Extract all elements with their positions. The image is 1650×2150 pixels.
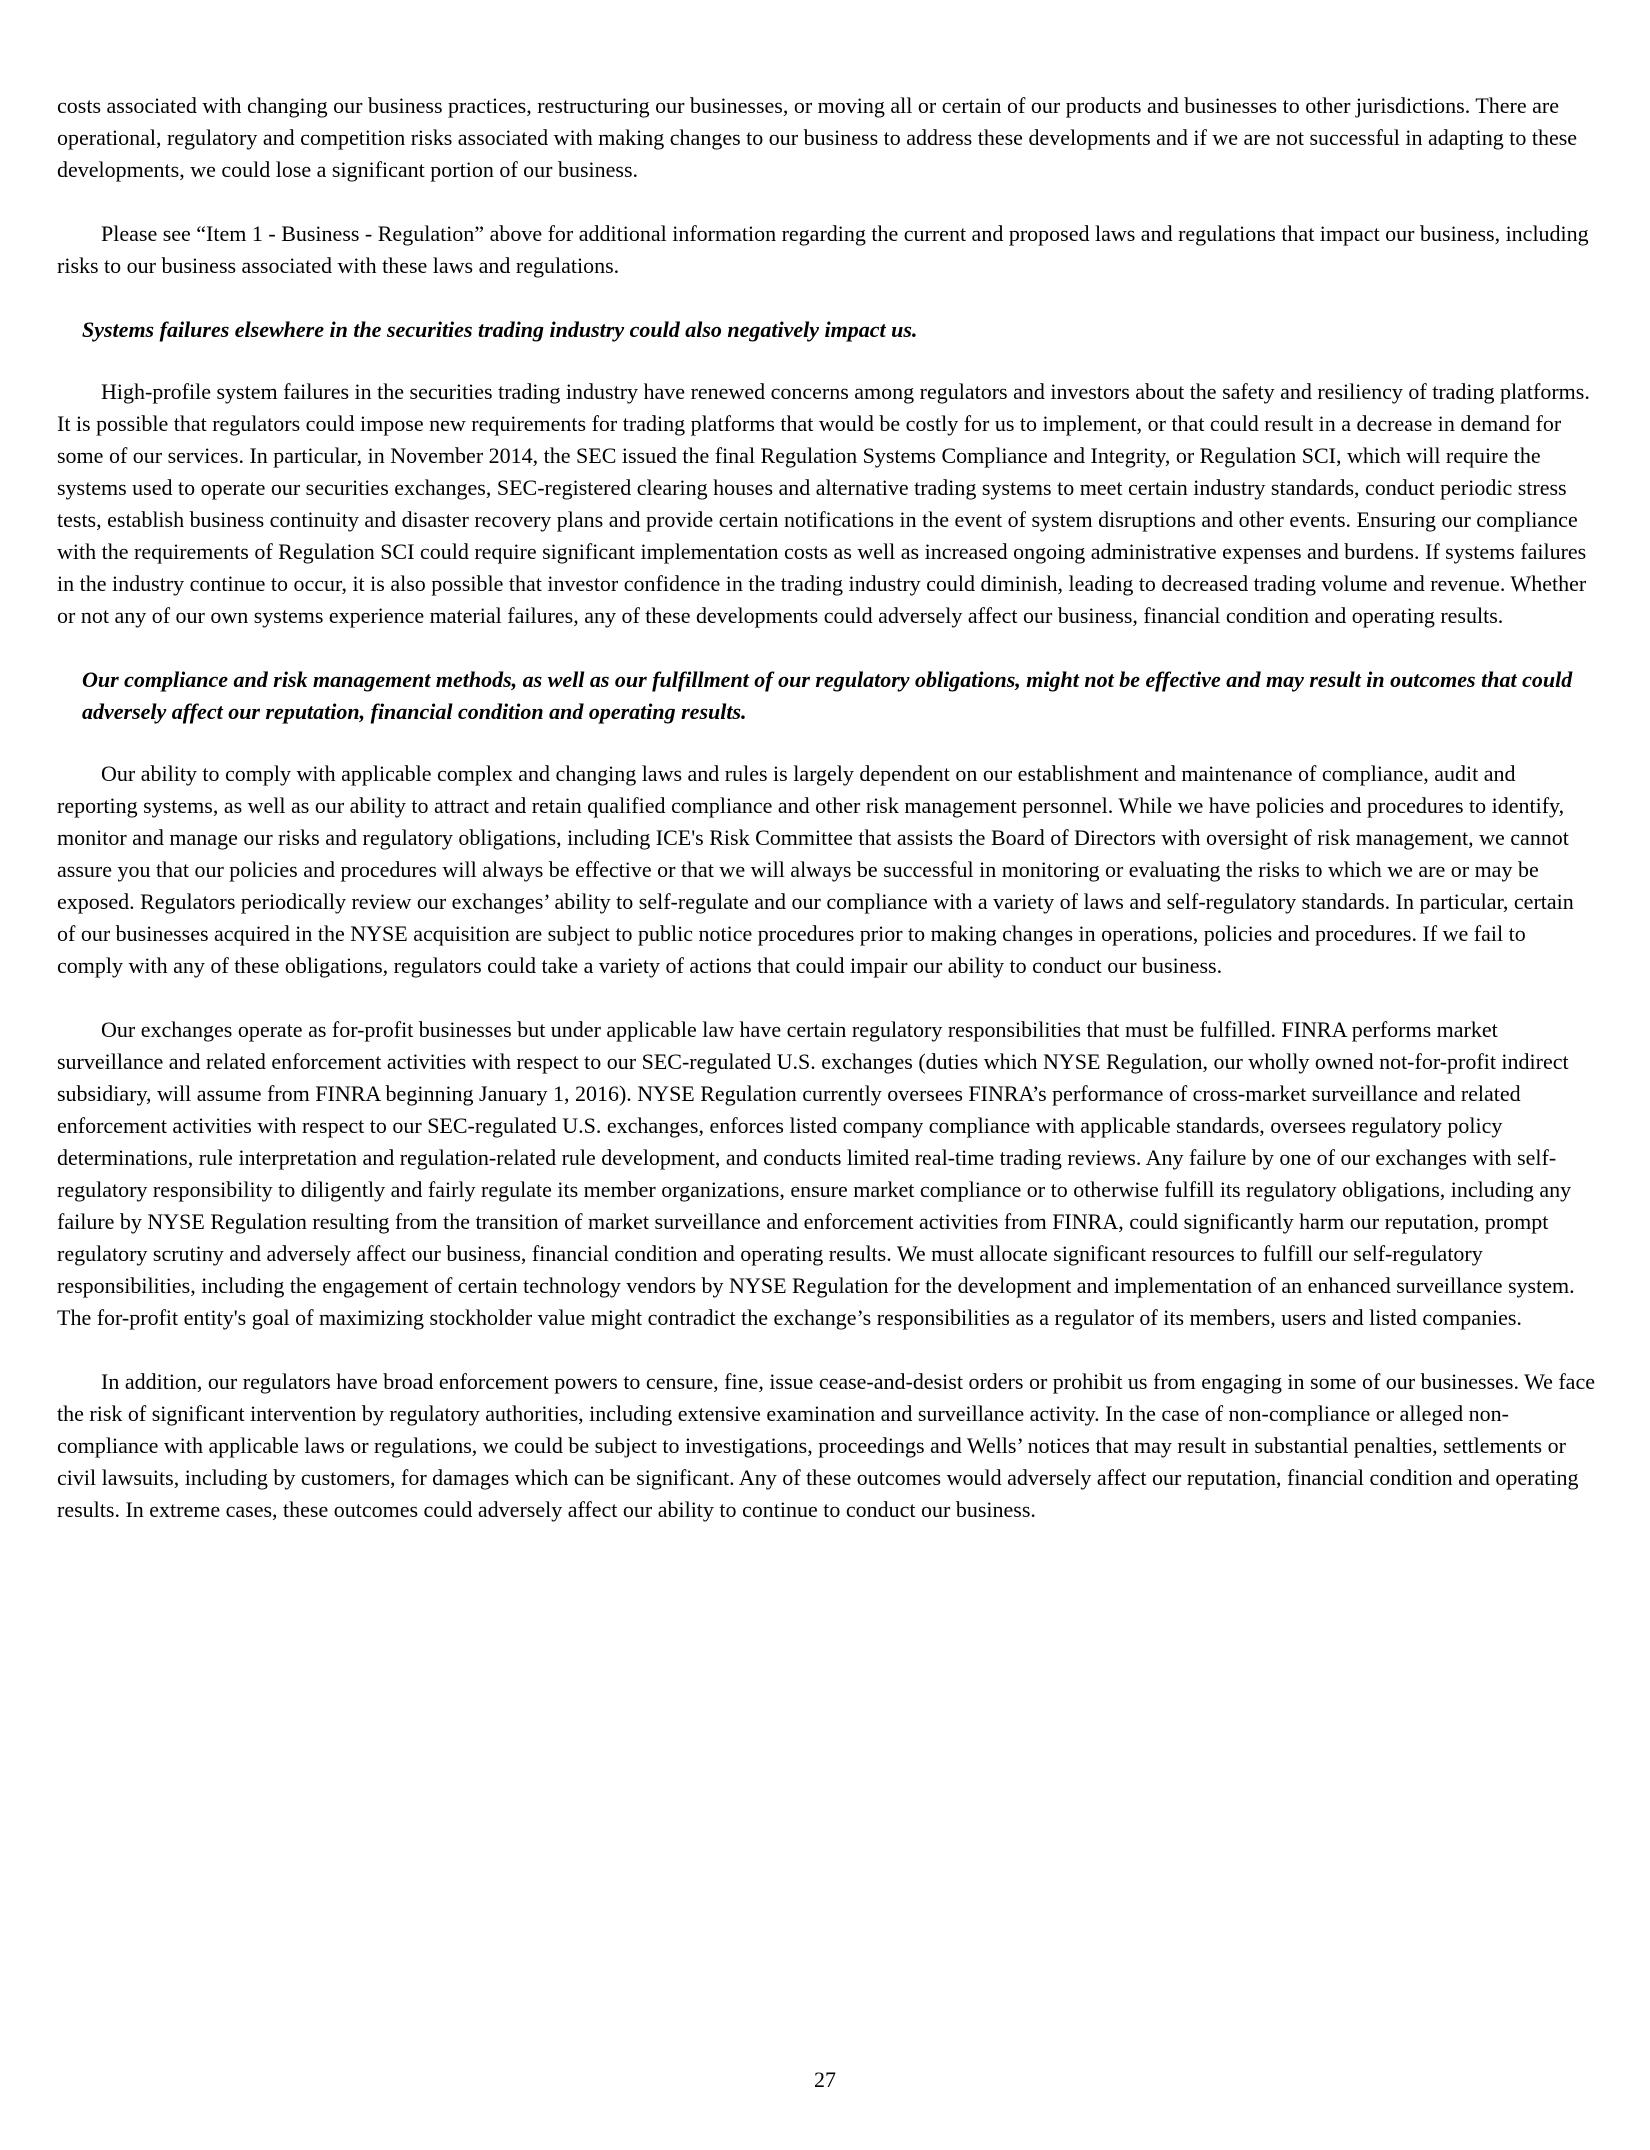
risk-heading-systems-failures: Systems failures elsewhere in the securities trading industry could also negatively impact us.: [82, 317, 918, 342]
risk-heading-compliance-risk-management: Our compliance and risk management methods, as well as our fulfillment of our regulatory obligations, might not be effective and may result in outcomes that could adversely affect our reputation, financial condition and operating results.: [82, 667, 1573, 724]
paragraph-please-see-regulation: Please see “Item 1 - Business - Regulation” above for additional information regarding the current and proposed laws and regulations that impact our business, including risks to our business associated with these laws and regulations.: [57, 221, 1589, 278]
paragraph-ability-to-comply: Our ability to comply with applicable complex and changing laws and rules is largely dependent on our establishment and maintenance of compliance, audit and reporting systems, as well as our ability to attract and retain qualified compliance and other risk management personnel. While we have policies and procedures to identify, monitor and manage our risks and regulatory obligations, including ICE's Risk Committee that assists the Board of Directors with oversight of risk management, we cannot assure you that our policies and procedures will always be effective or that we will always be successful in monitoring or evaluating the risks to which we are or may be exposed. Regulators periodically review our exchanges’ ability to self-regulate and our compliance with a variety of laws and self-regulatory standards. In particular, certain of our businesses acquired in the NYSE acquisition are subject to public notice procedures prior to making changes in operations, policies and procedures. If we fail to comply with any of these obligations, regulators could take a variety of actions that could impair our ability to conduct our business.: [57, 761, 1574, 978]
page-number: 27: [814, 2067, 836, 2092]
paragraph-regulators-enforcement-powers: In addition, our regulators have broad enforcement powers to censure, fine, issue cease-and-desist orders or prohibit us from engaging in some of our businesses. We face the risk of significant intervention by regulatory authorities, including extensive examination and surveillance activity. In the case of non-compliance or alleged non-compliance with applicable laws or regulations, we could be subject to investigations, proceedings and Wells’ notices that may result in substantial penalties, settlements or civil lawsuits, including by customers, for damages which can be significant. Any of these outcomes would adversely affect our reputation, financial condition and operating results. In extreme cases, these outcomes could adversely affect our ability to continue to conduct our business.: [57, 1369, 1595, 1522]
paragraph-exchanges-for-profit: Our exchanges operate as for-profit businesses but under applicable law have certain regulatory responsibilities that must be fulfilled. FINRA performs market surveillance and related enforcement activities with respect to our SEC-regulated U.S. exchanges (duties which NYSE Regulation, our wholly owned not-for-profit indirect subsidiary, will assume from FINRA beginning January 1, 2016). NYSE Regulation currently oversees FINRA’s performance of cross-market surveillance and related enforcement activities with respect to our SEC-regulated U.S. exchanges, enforces listed company compliance with applicable standards, oversees regulatory policy determinations, rule interpretation and regulation-related rule development, and conducts limited real-time trading reviews. Any failure by one of our exchanges with self-regulatory responsibility to diligently and fairly regulate its member organizations, ensure market compliance or to otherwise fulfill its regulatory obligations, including any failure by NYSE Regulation resulting from the transition of market surveillance and enforcement activities from FINRA, could significantly harm our reputation, prompt regulatory scrutiny and adversely affect our business, financial condition and operating results. We must allocate significant resources to fulfill our self-regulatory responsibilities, including the engagement of certain technology vendors by NYSE Regulation for the development and implementation of an enhanced surveillance system. The for-profit entity's goal of maximizing stockholder value might contradict the exchange’s responsibilities as a regulator of its members, users and listed companies.: [57, 1017, 1575, 1330]
paragraph-high-profile-system-failures: High-profile system failures in the securities trading industry have renewed concerns among regulators and investors about the safety and resiliency of trading platforms. It is possible that regulators could impose new requirements for trading platforms that would be costly for us to implement, or that could result in a decrease in demand for some of our services. In particular, in November 2014, the SEC issued the final Regulation Systems Compliance and Integrity, or Regulation SCI, which will require the systems used to operate our securities exchanges, SEC-registered clearing houses and alternative trading systems to meet certain industry standards, conduct periodic stress tests, establish business continuity and disaster recovery plans and provide certain notifications in the event of system disruptions and other events. Ensuring our compliance with the requirements of Regulation SCI could require significant implementation costs as well as increased ongoing administrative expenses and burdens. If systems failures in the industry continue to occur, it is also possible that investor confidence in the trading industry could diminish, leading to decreased trading volume and revenue. Whether or not any of our own systems experience material failures, any of these developments could adversely affect our business, financial condition and operating results.: [57, 379, 1590, 628]
paragraph-continuation: costs associated with changing our business practices, restructuring our businesses, or moving all or certain of our products and businesses to other jurisdictions. There are operational, regulatory and competition risks associated with making changes to our business to address these developments and if we are not successful in adapting to these developments, we could lose a significant portion of our business.: [57, 93, 1578, 182]
